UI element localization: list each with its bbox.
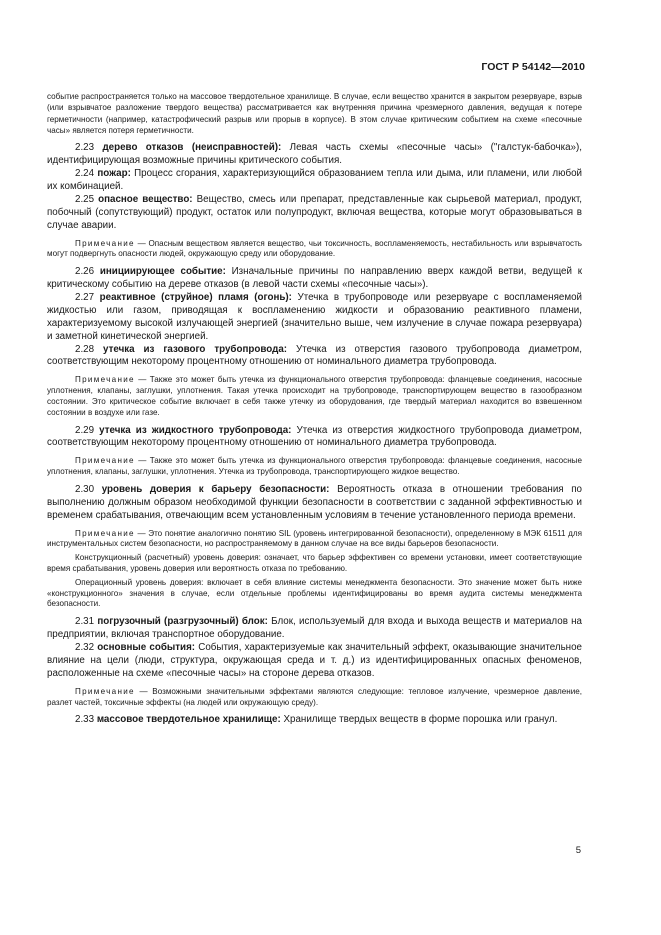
term: опасное вещество: [98, 193, 193, 205]
definition-2-24: 2.24 пожар: Процесс сгорания, характеризующийся образованием тепла или дыма, или пламени, или любой их комбинацией. [47, 168, 582, 192]
definition-2-23: 2.23 дерево отказов (неисправностей): Левая часть схемы «песочные часы» ("галстук-бабочка»), идентифицирующая возможные причины критического события. [47, 142, 582, 167]
document-body [47, 91, 582, 727]
note-2-30: Примечание — Это понятие аналогично понятию SIL (уровень интегрированной безопасности), определенному в МЭК 61511 для инструментальных систем безопасности, но распространяемому в данном случае на все виды барьеров безопасности. [47, 528, 582, 549]
definition-2-32: 2.32 основные события: События, характеризуемые как значительный эффект, оказывающие значительное влияние на цели (люди, структура, окружающая среда и т. д.) из идентифицированных опасных феноменов, расположенные на схеме «песочные часы» на стороне дерева отказов. [47, 642, 582, 679]
definition-2-29: 2.29 утечка из жидкостного трубопровода: Утечка из отверстия жидкостного трубопровода диаметром, соответствующим некоторому процентному отношению от номинального диаметра трубопровода. [47, 424, 582, 449]
term: дерево отказов (неисправностей): [102, 142, 282, 154]
term: пожар: [97, 168, 131, 179]
term: погрузочный (разгрузочный) блок: [97, 616, 268, 628]
note-2-32: Примечание — Возможными значительными эффектами являются следующие: тепловое излучение, чрезмерное давление, разлет частей, токсичные эффекты (на людей или окружающую среду). [47, 686, 583, 707]
term: уровень доверия к барьеру безопасности: [101, 483, 330, 495]
term: реактивное (струйное) пламя (огонь): [99, 291, 292, 303]
document-id-header: ГОСТ Р 54142—2010 [481, 61, 585, 73]
definition-2-33: 2.33 массовое твердотельное хранилище: Хранилище твердых веществ в форме порошка или гранул. [75, 714, 558, 726]
note-2-29: Примечание — Также это может быть утечка из функционального отверстия трубопровода: фланцевые соединения, насосные уплотнения, клапаны, заглушки, уплотнения. Утечка из трубопровода, транспортирующего жидкое вещество. [47, 456, 582, 477]
note-2-30-design-level: Конструкционный (расчетный) уровень доверия: означает, что барьер эффективен со времени установки, имеет соответствующие время срабатывания, уровень доверия или вероятность отказа по требованию. [47, 553, 582, 574]
definition-2-25: 2.25 опасное вещество: Вещество, смесь или препарат, представленные как сырьевой материал, продукт, побочный (сопутствующий) продукт, остаток или полупродукт, включая вещества, которые могут образовываться в случае аварии. [47, 193, 582, 231]
note-2-30-operational-level: Операционный уровень доверия: включает в себя влияние системы менеджмента безопасности. Это значение может быть ниже «конструкционного» значения в случае, если отдельные проблемы идентифицированы во время аудита системы менеджмента безопасности. [47, 577, 582, 609]
definition-2-30: 2.30 уровень доверия к барьеру безопасности: Вероятность отказа в отношении требования по выполнению должным образом необходимой функции безопасности в соответствии с заданной эффективностью и временем срабатывания, отвечающим всем установленным условиям в течение установленного периода времени. [47, 483, 582, 521]
note-label: Примечание [75, 456, 135, 466]
note-label: Примечание [75, 375, 135, 385]
definition-2-26: 2.26 инициирующее событие: Изначальные причины по направлению вверх каждой ветви, ведущей к критическому событию на дереве отказов (в левой части схемы «песочные часы»). [47, 266, 582, 291]
note-2-25: Примечание — Опасным веществом является вещество, чьи токсичность, воспламеняемость, нестабильность или взрывчатость могут подвергнуть опасности людей, окружающую среду или оборудование. [47, 238, 582, 259]
term: основные события: [97, 642, 196, 654]
intro-paragraph: событие распространяется только на массовое твердотельное хранилище. В случае, если вещество хранится в закрытом резервуаре, взрыв (или взрывчатое разложение твердого вещества) рассматривается как внутренняя причина чрезмерного давления, ведущая к потере герметичности (например, катастрофический разрыв или прорыв в корпусе). В этом случае критическим событием на схеме «песочные часы» является потеря герметичности. [47, 92, 582, 135]
term: утечка из газового трубопровода: [103, 343, 288, 355]
term: инициирующее событие: [99, 266, 226, 278]
definition-2-31: 2.31 погрузочный (разгрузочный) блок: Блок, используемый для входа и выхода веществ и материалов на предприятии, включая транспортное оборудование. [47, 616, 582, 641]
term: утечка из жидкостного трубопровода: [99, 424, 292, 436]
definition-2-27: 2.27 реактивное (струйное) пламя (огонь): Утечка в трубопроводе или резервуаре с воспламеняемой жидкостью или газом, приводящая к воспламенению жидкости и образованию реактивного пламени, характеризуемому высокой излучающей энергией (значительно выше, чем излучение в случае пожара резервуара) и заметной кинетической энергией. [47, 291, 582, 342]
term: массовое твердотельное хранилище: [96, 714, 281, 726]
definition-2-28: 2.28 утечка из газового трубопровода: Утечка из отверстия газового трубопровода диаметром, соответствующим некоторому процентному отношению от номинального диаметра трубопровода. [47, 343, 582, 368]
note-label: Примечание [75, 686, 135, 696]
note-2-28: Примечание — Также это может быть утечка из функционального отверстия трубопровода: фланцевые соединения, насосные уплотнения, клапаны, заглушки, уплотнения. Такая утечка происходит на трубопроводе, транспортирующем вещество в газообразном состоянии. Это критическое событие включает в себя также утечку из оборудования, где твердый материал находится во взвешенном состоянии в воздухе или газе. [47, 375, 582, 417]
page-number: 5 [575, 845, 581, 856]
note-label: Примечание [75, 238, 135, 248]
note-label: Примечание [75, 528, 135, 538]
